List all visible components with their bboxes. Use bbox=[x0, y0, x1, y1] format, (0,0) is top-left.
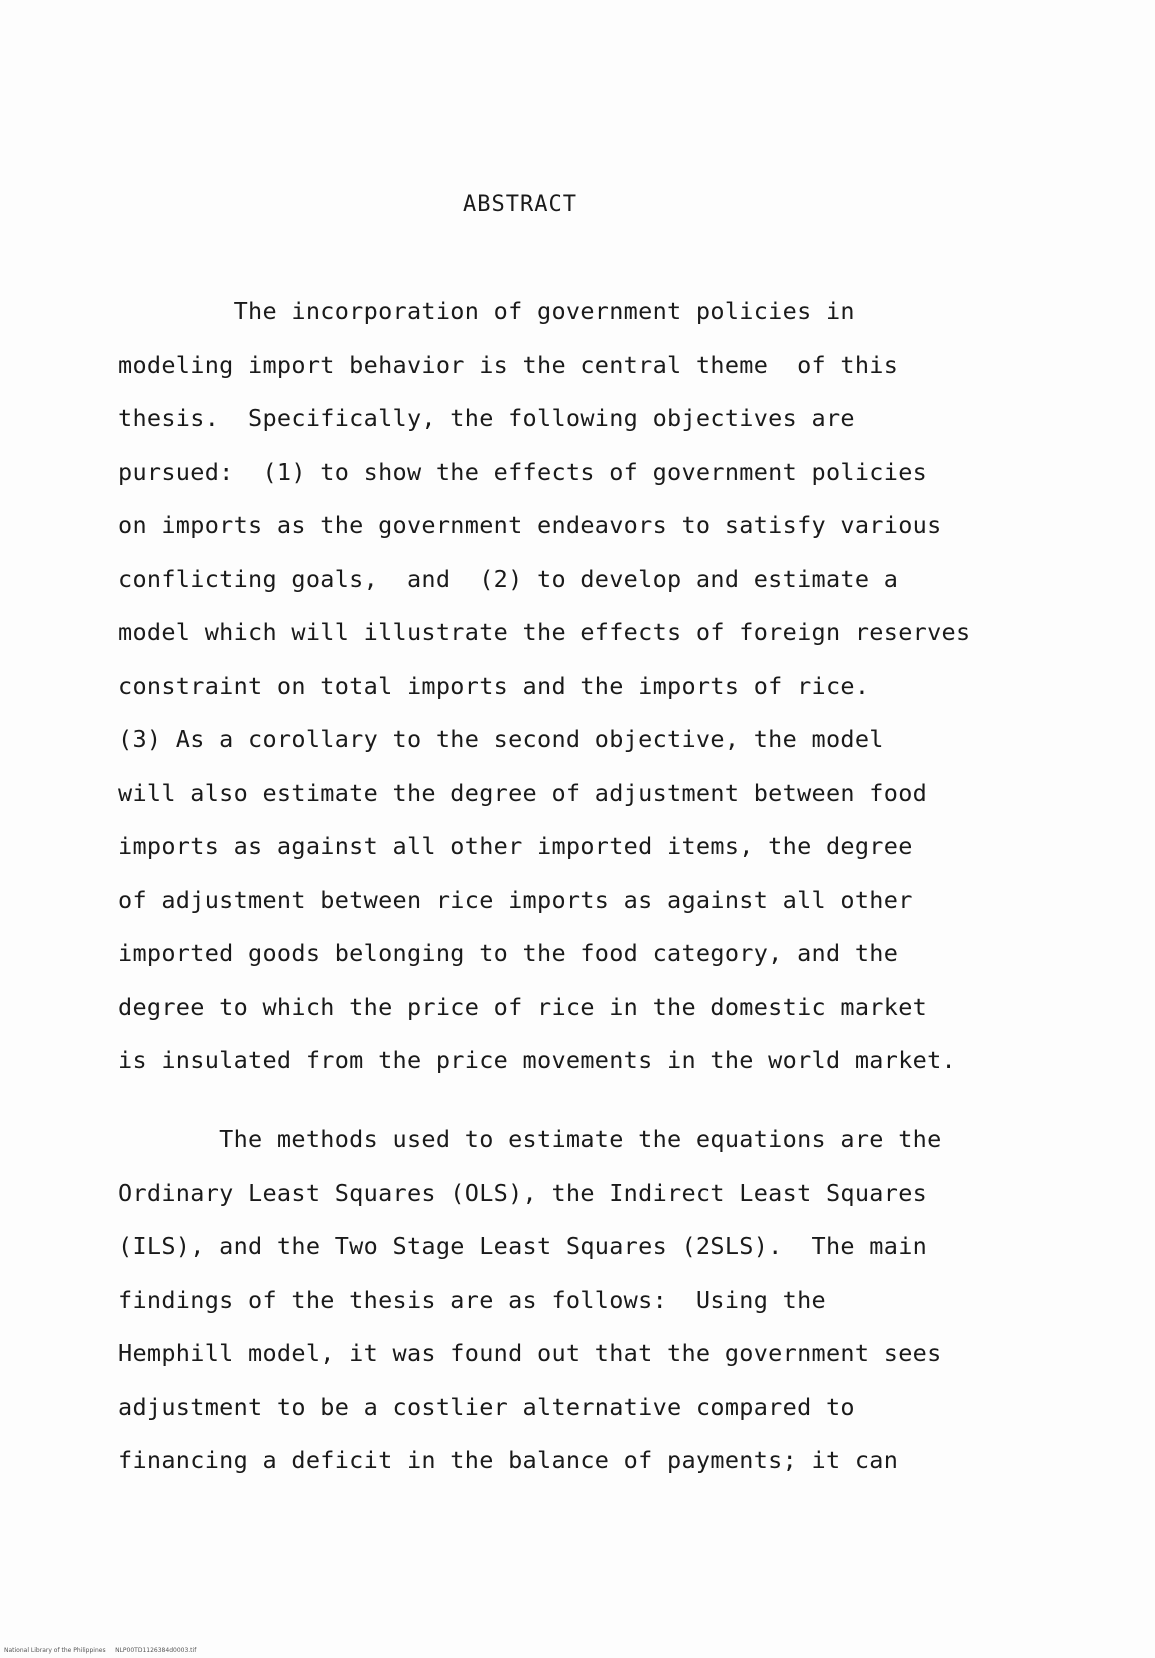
abstract-paragraph-2 bbox=[118, 1113, 1078, 1488]
text-line: findings of the thesis are as follows: Using the bbox=[118, 1285, 826, 1314]
text-line: (3) As a corollary to the second objective, the model bbox=[118, 725, 884, 753]
text-line: Ordinary Least Squares (OLS), the Indirect Least Squares bbox=[118, 1178, 928, 1207]
text-line: on imports as the government endeavors to satisfy various bbox=[118, 511, 942, 539]
text-line: adjustment to be a costlier alternative compared to bbox=[118, 1392, 855, 1421]
scan-footer: National Library of the Philippines NLP00TD1126384d0003.tif bbox=[4, 1647, 197, 1654]
text-line: thesis. Specifically, the following objectives are bbox=[118, 404, 855, 432]
abstract-paragraph-1 bbox=[118, 285, 1078, 1088]
text-line: (ILS), and the Two Stage Least Squares (2SLS). The main bbox=[118, 1232, 928, 1260]
text-line: will also estimate the degree of adjustment between food bbox=[118, 778, 928, 807]
text-line: model which will illustrate the effects of foreign reserves bbox=[118, 618, 971, 646]
text-line: is insulated from the price movements in the world market. bbox=[118, 1046, 956, 1074]
text-line: imports as against all other imported items, the degree bbox=[118, 832, 913, 860]
text-line: degree to which the price of rice in the domestic market bbox=[118, 992, 928, 1021]
text-line: financing a deficit in the balance of payments; it can bbox=[118, 1446, 899, 1474]
text-line: of adjustment between rice imports as against all other bbox=[118, 885, 913, 914]
abstract-heading: ABSTRACT bbox=[463, 192, 577, 217]
text-line: conflicting goals, and (2) to develop and estimate a bbox=[118, 564, 899, 593]
text-line: The incorporation of government policies in bbox=[118, 297, 855, 325]
text-line: constraint on total imports and the imports of rice. bbox=[118, 671, 870, 700]
text-line: Hemphill model, it was found out that the government sees bbox=[118, 1339, 942, 1367]
text-line: imported goods belonging to the food category, and the bbox=[118, 939, 899, 967]
text-line: modeling import behavior is the central theme of this bbox=[118, 350, 899, 379]
text-line: pursued: (1) to show the effects of government policies bbox=[118, 457, 928, 486]
text-line: The methods used to estimate the equations are the bbox=[118, 1125, 942, 1153]
